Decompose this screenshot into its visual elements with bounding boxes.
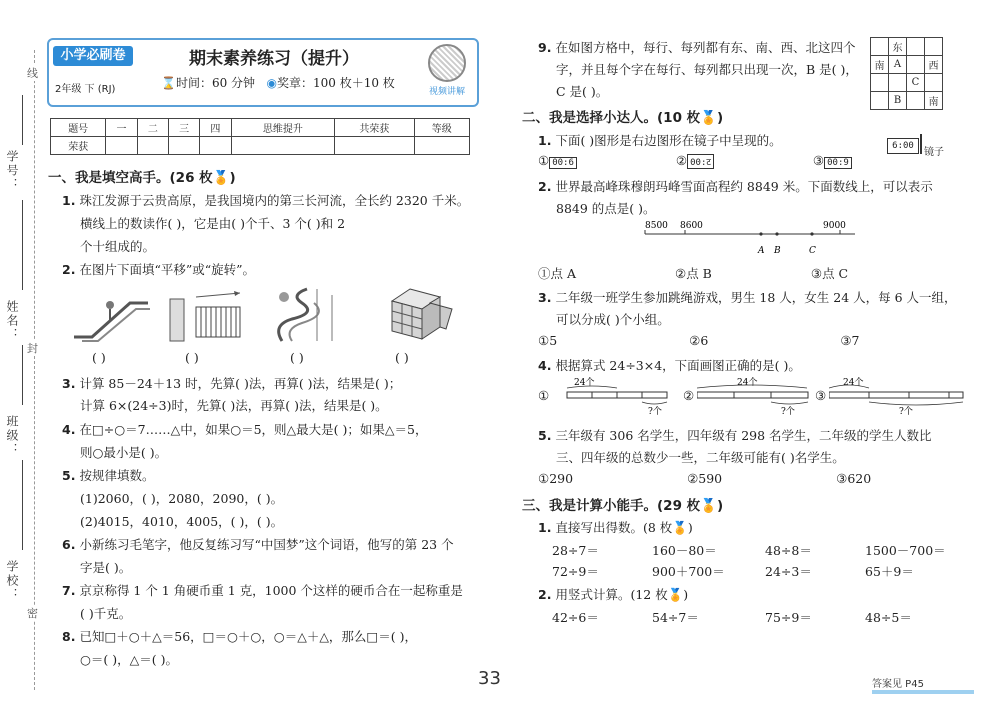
q-text: 在□÷○＝7……△中，如果○＝5，则△最大是( )；如果△＝5， bbox=[79, 422, 428, 437]
table-header: 一 bbox=[106, 119, 137, 137]
option-3[interactable]: ③ bbox=[815, 388, 827, 403]
grid-cell: C bbox=[907, 74, 925, 92]
table-header: 四 bbox=[200, 119, 231, 137]
option-1[interactable]: ① bbox=[538, 388, 550, 403]
q-number: 1. bbox=[538, 133, 552, 148]
grid-cell bbox=[907, 38, 925, 56]
q9-line3: C 是( )。 bbox=[556, 84, 609, 99]
rubiks-cube-image bbox=[380, 285, 460, 343]
calc-item[interactable]: 160－80＝ bbox=[652, 543, 717, 558]
q7-line1 bbox=[62, 581, 463, 599]
q7-line2: ( )千克。 bbox=[80, 606, 132, 621]
q-text: 在如图方格中，每行、每列都有东、南、西、北这四个 bbox=[555, 40, 856, 55]
cut-line bbox=[34, 50, 35, 690]
option-3[interactable]: ③点 C bbox=[810, 266, 849, 281]
bar-diagram-2 bbox=[697, 376, 817, 416]
q3-line1 bbox=[62, 374, 401, 392]
q4-line2: 则○最小是( )。 bbox=[80, 445, 168, 460]
q-number: 3. bbox=[62, 376, 76, 391]
option-2[interactable]: ② bbox=[683, 388, 695, 403]
header-box bbox=[47, 38, 479, 107]
option-1[interactable]: ①5 bbox=[538, 333, 558, 348]
q5-line bbox=[62, 466, 154, 484]
table-header: 二 bbox=[137, 119, 168, 137]
option-2[interactable]: ② bbox=[675, 153, 688, 168]
option-2[interactable]: ②点 B bbox=[675, 266, 712, 281]
option-3[interactable]: ③ bbox=[812, 153, 825, 168]
tick-label: 9000 bbox=[823, 221, 846, 231]
q-text: 根据算式 24÷3×4，下面画图正确的是( )。 bbox=[555, 358, 801, 373]
table-header: 等级 bbox=[414, 119, 469, 137]
page-number: 33 bbox=[478, 668, 501, 689]
q-number: 5. bbox=[62, 468, 76, 483]
school-label: 学校： bbox=[5, 560, 19, 602]
digit-figure-3: 00:9 bbox=[824, 157, 852, 169]
mirror-label: 镜子 bbox=[924, 147, 944, 158]
q2-blank-2[interactable]: ( ) bbox=[185, 350, 199, 365]
q-text: 小新练习毛笔字，他反复练习写“中国梦”这个词语，他写的第 23 个 bbox=[79, 537, 454, 552]
q-number: 7. bbox=[62, 583, 76, 598]
s2-q3-options bbox=[538, 333, 859, 348]
table-header: 共荣获 bbox=[335, 119, 414, 137]
q-text: 用竖式计算。(12 枚 bbox=[555, 587, 668, 602]
calc-item[interactable]: 75÷9＝ bbox=[765, 610, 812, 625]
student-name-label: 姓名： bbox=[5, 300, 19, 342]
q9-line2: 字，并且每个字在每行、每列都只出现一次，B 是( )， bbox=[556, 62, 858, 77]
page-title: 期末素养练习（提升） bbox=[189, 49, 359, 69]
section-3-title bbox=[522, 494, 723, 514]
table-header: 题号 bbox=[51, 119, 106, 137]
score-table bbox=[50, 118, 470, 155]
medal-icon: 🏅) bbox=[672, 520, 693, 535]
point-label: B bbox=[774, 246, 781, 256]
direction-grid bbox=[870, 37, 943, 110]
clock-figure: 6:00 bbox=[887, 138, 919, 154]
grid-cell bbox=[889, 74, 907, 92]
section-1-title bbox=[48, 166, 236, 186]
q8-line2: ○＝( )，△＝( )。 bbox=[80, 652, 178, 667]
s3-q1-line bbox=[538, 518, 693, 536]
grid-cell bbox=[871, 38, 889, 56]
s2-q5-line1 bbox=[538, 426, 932, 444]
s2-q2-line1 bbox=[538, 177, 933, 195]
q3-line2: 计算 6×(24÷3)时，先算( )法，再算( )法，结果是( )。 bbox=[80, 398, 388, 413]
grid-cell bbox=[925, 38, 943, 56]
q-text: 京京称得 1 个 1 角硬币重 1 克，1000 个这样的硬币合在一起称重是 bbox=[79, 583, 463, 598]
q-number: 2. bbox=[538, 587, 552, 602]
score-cell[interactable] bbox=[168, 137, 199, 155]
time-info: 时间：60 分钟 bbox=[175, 76, 256, 90]
q-text: 二年级一班学生参加跳绳游戏，男生 18 人，女生 24 人，每 6 人一组， bbox=[555, 290, 957, 305]
s2-q3-line1 bbox=[538, 288, 957, 306]
calc-item[interactable]: 72÷9＝ bbox=[552, 564, 599, 579]
point-label: A bbox=[758, 246, 765, 256]
q5-sub2: (2)4015，4010，4005，( )，( )。 bbox=[80, 514, 284, 529]
reward-info: 奖章：100 枚＋10 枚 bbox=[276, 76, 395, 90]
q1-line1 bbox=[62, 191, 469, 209]
q2-blank-4[interactable]: ( ) bbox=[395, 350, 409, 365]
calc-item[interactable]: 48÷8＝ bbox=[765, 543, 812, 558]
grid-cell: A bbox=[889, 56, 907, 74]
q2-blank-1[interactable]: ( ) bbox=[92, 350, 106, 365]
grid-cell bbox=[925, 74, 943, 92]
calc-item[interactable]: 24÷3＝ bbox=[765, 564, 812, 579]
s2-q2-line2: 8849 的点是( )。 bbox=[556, 201, 656, 216]
binding-strip bbox=[0, 0, 45, 710]
option-3[interactable]: ③620 bbox=[836, 471, 872, 486]
q8-line1 bbox=[62, 627, 417, 645]
section-1-title-text: 一、我是填空高手。(26 枚 bbox=[48, 170, 213, 186]
tick-label: 8500 bbox=[645, 221, 668, 231]
hourglass-icon: ⌛ bbox=[161, 76, 176, 90]
q-number: 8. bbox=[62, 629, 76, 644]
class-label: 班级： bbox=[5, 415, 19, 457]
score-cell[interactable] bbox=[414, 137, 469, 155]
video-label: 视频讲解 bbox=[428, 87, 465, 97]
seal-char-mi: 密 bbox=[27, 607, 38, 620]
s2-q5-options bbox=[538, 471, 871, 486]
q-number: 3. bbox=[538, 290, 552, 305]
q9-line1 bbox=[538, 38, 855, 56]
grid-cell bbox=[907, 92, 925, 110]
bar-diagram-1 bbox=[552, 376, 672, 416]
q-text: 珠江发源于云贵高原，是我国境内的第三长河流，全长约 2320 千米。 bbox=[79, 193, 470, 208]
q-text: 计算 85－24＋13 时，先算( )法，再算( )法，结果是( )； bbox=[79, 376, 402, 391]
q-number: 4. bbox=[538, 358, 552, 373]
q-number: 1. bbox=[538, 520, 552, 535]
qr-code-icon bbox=[428, 44, 466, 82]
bar-label: ?个 bbox=[781, 407, 795, 416]
score-cell[interactable] bbox=[137, 137, 168, 155]
q-text: 下面( )图形是右边图形在镜子中呈现的。 bbox=[555, 133, 782, 148]
bar-label: 24个 bbox=[737, 378, 758, 388]
medal-icon: 🏅) bbox=[667, 587, 689, 602]
grid-cell bbox=[907, 56, 925, 74]
mirror-line bbox=[920, 134, 922, 154]
score-cell[interactable] bbox=[231, 137, 335, 155]
seal-char-xian: 线 bbox=[27, 67, 38, 80]
bar-label: 24个 bbox=[574, 378, 595, 388]
q-number: 1. bbox=[62, 193, 76, 208]
medal-icon: ◉ bbox=[266, 76, 277, 90]
exam-info bbox=[161, 74, 395, 91]
row-label: 荣获 bbox=[51, 137, 106, 155]
q-number: 9. bbox=[538, 40, 552, 55]
option-2[interactable]: ②6 bbox=[689, 333, 709, 348]
section-2-title-text: 二、我是选择小达人。(10 枚 bbox=[522, 110, 701, 126]
section-3-title-text: 三、我是计算小能手。(29 枚 bbox=[522, 498, 701, 514]
bar-label: ?个 bbox=[899, 407, 913, 416]
q-number: 2. bbox=[538, 179, 552, 194]
bar-label: 24个 bbox=[843, 378, 864, 388]
q2-blank-3[interactable]: ( ) bbox=[290, 350, 304, 365]
calc-item[interactable]: 28÷7＝ bbox=[552, 543, 599, 558]
option-1[interactable]: ①290 bbox=[538, 471, 574, 486]
s2-q1-line bbox=[538, 131, 782, 149]
escalator-image bbox=[72, 285, 152, 343]
q-number: 4. bbox=[62, 422, 76, 437]
q-text: 在图片下面填“平移”或“旋转”。 bbox=[79, 262, 255, 277]
q-text: 世界最高峰珠穆朗玛峰雪面高程约 8849 米。下面数线上，可以表示 bbox=[555, 179, 933, 194]
s2-q1-options bbox=[538, 153, 852, 169]
point-label: C bbox=[809, 246, 816, 256]
table-row bbox=[51, 137, 470, 155]
s2-q4-line bbox=[538, 356, 801, 374]
number-line bbox=[640, 220, 860, 260]
section-2-title bbox=[522, 106, 723, 126]
grid-cell bbox=[871, 92, 889, 110]
q-text: 已知□＋○＋△＝56，□＝○＋○，○＝△＋△，那么□＝( )， bbox=[79, 629, 417, 644]
calc-item[interactable]: 1500－700＝ bbox=[865, 543, 946, 558]
grid-cell: 东 bbox=[889, 38, 907, 56]
option-1[interactable]: ①点 A bbox=[538, 266, 577, 281]
brand-logo: 小学必刷卷 bbox=[53, 46, 133, 66]
s2-q2-options bbox=[538, 264, 848, 282]
q1-line3: 个十组成的。 bbox=[80, 239, 156, 254]
grid-cell: 南 bbox=[871, 56, 889, 74]
video-qr[interactable] bbox=[423, 44, 471, 98]
q-text: 按规律填数。 bbox=[79, 468, 155, 483]
grid-cell: 南 bbox=[925, 92, 943, 110]
table-header: 三 bbox=[168, 119, 199, 137]
option-2[interactable]: ②590 bbox=[687, 471, 723, 486]
option-1[interactable]: ① bbox=[538, 153, 550, 168]
answer-reference: 答案见 P45 bbox=[872, 675, 974, 694]
s3-q2-line bbox=[538, 585, 688, 603]
table-row bbox=[51, 119, 470, 137]
grid-cell bbox=[871, 74, 889, 92]
q-number: 2. bbox=[62, 262, 76, 277]
digit-figure-1: 00:6 bbox=[549, 157, 577, 169]
bar-diagram-3 bbox=[829, 376, 969, 416]
q5-sub1: (1)2060，( )，2080，2090，( )。 bbox=[80, 491, 284, 506]
option-3[interactable]: ③7 bbox=[840, 333, 860, 348]
calc-item[interactable]: 65＋9＝ bbox=[865, 564, 914, 579]
medal-icon: 🏅) bbox=[700, 110, 724, 126]
grid-cell: B bbox=[889, 92, 907, 110]
calc-item[interactable]: 42÷6＝ bbox=[552, 610, 599, 625]
student-number-label: 学号： bbox=[5, 150, 19, 192]
q-number: 6. bbox=[62, 537, 76, 552]
table-header: 思维提升 bbox=[231, 119, 335, 137]
medal-icon: 🏅) bbox=[700, 498, 724, 514]
q2-line bbox=[62, 260, 255, 278]
q6-line2: 字是( )。 bbox=[80, 560, 132, 575]
q-number: 5. bbox=[538, 428, 552, 443]
score-cell[interactable] bbox=[106, 137, 137, 155]
q-text: 直接写出得数。(8 枚 bbox=[555, 520, 673, 535]
calc-item[interactable]: 48÷5＝ bbox=[865, 610, 912, 625]
spiral-slide-image bbox=[262, 285, 342, 343]
q6-line1 bbox=[62, 535, 454, 553]
calc-item[interactable]: 900＋700＝ bbox=[652, 564, 725, 579]
sliding-gate-image bbox=[168, 285, 248, 343]
seal-char-feng: 封 bbox=[27, 342, 38, 355]
grid-cell: 西 bbox=[925, 56, 943, 74]
q4-line1 bbox=[62, 420, 427, 438]
score-cell[interactable] bbox=[200, 137, 231, 155]
grade-label: 2年级 下 (RJ) bbox=[55, 84, 116, 95]
bar-label: ?个 bbox=[648, 407, 662, 416]
tick-label: 8600 bbox=[680, 221, 703, 231]
medal-icon: 🏅) bbox=[212, 170, 236, 186]
q1-line2: 横线上的数读作( )，它是由( )个千、3 个( )和 2 bbox=[80, 216, 346, 231]
s2-q3-line2: 可以分成( )个小组。 bbox=[556, 312, 670, 327]
q-text: 三年级有 306 名学生，四年级有 298 名学生，二年级的学生人数比 bbox=[555, 428, 932, 443]
s2-q5-line2: 三、四年级的总数少一些，二年级可能有( )名学生。 bbox=[556, 450, 845, 465]
score-cell[interactable] bbox=[335, 137, 414, 155]
calc-item[interactable]: 54÷7＝ bbox=[652, 610, 699, 625]
digit-figure-2: 00:ट bbox=[687, 154, 714, 169]
